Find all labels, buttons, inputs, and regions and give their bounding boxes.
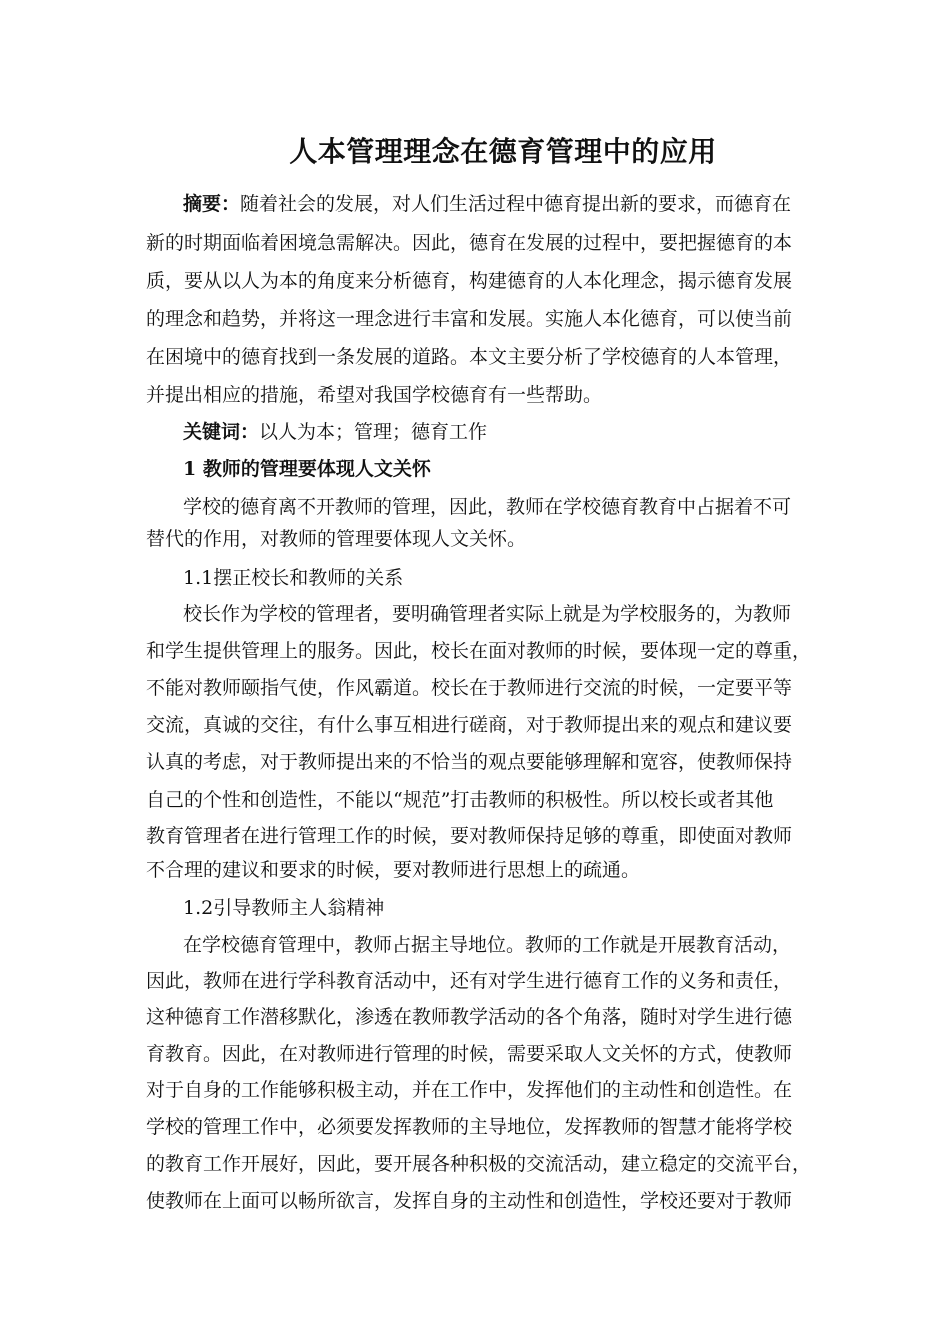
subsection-1-1-line-4: 交流，真诚的交往，有什么事互相进行磋商，对于教师提出来的观点和建议要: [146, 714, 793, 736]
page-title: 人本管理理念在德育管理中的应用: [289, 135, 717, 168]
subsection-1-1-line-1: 校长作为学校的管理者，要明确管理者实际上就是为学校服务的，为教师: [183, 603, 792, 625]
section-1-intro-line-2: 替代的作用，对教师的管理要体现人文关怀。: [146, 528, 527, 550]
subsection-1-1-line-3: 不能对教师颐指气使，作风霸道。校长在于教师进行交流的时候，一定要平等: [146, 677, 793, 699]
subsection-1-2-line-4: 育教育。因此，在对教师进行管理的时候，需要采取人文关怀的方式，使教师: [146, 1043, 793, 1065]
abstract-line-1: [183, 191, 791, 217]
abstract-line-6: 并提出相应的措施，希望对我国学校德育有一些帮助。: [146, 384, 603, 406]
abstract-line-4: 的理念和趋势，并将这一理念进行丰富和发展。实施人本化德育，可以使当前: [146, 308, 793, 330]
subsection-1-1-line-5: 认真的考虑，对于教师提出来的不恰当的观点要能够理解和宽容，使教师保持: [146, 751, 793, 773]
keywords-line: [183, 419, 487, 445]
keywords-text: 以人为本；管理；德育工作: [259, 421, 488, 443]
subsection-1-2-line-8: 使教师在上面可以畅所欲言，发挥自身的主动性和创造性，学校还要对于教师: [146, 1190, 793, 1212]
subsection-1-1-line-6: 自己的个性和创造性，不能以“规范”打击教师的积极性。所以校长或者其他: [146, 789, 774, 811]
abstract-text: 随着社会的发展，对人们生活过程中德育提出新的要求，而德育在: [240, 193, 792, 215]
subsection-1-1-line-2: 和学生提供管理上的服务。因此，校长在面对教师的时候，要体现一定的尊重，: [146, 640, 812, 662]
subsection-1-1-line-7: 教育管理者在进行管理工作的时候，要对教师保持足够的尊重，即使面对教师: [146, 825, 793, 847]
subsection-1-2-line-6: 学校的管理工作中，必须要发挥教师的主导地位，发挥教师的智慧才能将学校: [146, 1116, 793, 1138]
subsection-1-2-line-2: 因此，教师在进行学科教育活动中，还有对学生进行德育工作的义务和责任，: [146, 970, 793, 992]
subsection-1-1-heading: 1.1摆正校长和教师的关系: [183, 567, 404, 589]
subsection-1-2-line-7: 的教育工作开展好，因此，要开展各种积极的交流活动，建立稳定的交流平台，: [146, 1153, 812, 1175]
section-1-intro-line-1: 学校的德育离不开教师的管理，因此，教师在学校德育教育中占据着不可: [183, 496, 792, 518]
section-1-heading: 1 教师的管理要体现人文关怀: [183, 458, 431, 480]
subsection-1-2-line-3: 这种德育工作潜移默化，渗透在教师教学活动的各个角落，随时对学生进行德: [146, 1006, 793, 1028]
abstract-line-2: 新的时期面临着困境急需解决。因此，德育在发展的过程中，要把握德育的本: [146, 232, 793, 254]
subsection-1-1-line-8: 不合理的建议和要求的时候，要对教师进行思想上的疏通。: [146, 859, 641, 881]
subsection-1-2-heading: 1.2引导教师主人翁精神: [183, 897, 385, 919]
subsection-1-2-line-1: 在学校德育管理中，教师占据主导地位。教师的工作就是开展教育活动，: [183, 934, 792, 956]
abstract-line-5: 在困境中的德育找到一条发展的道路。本文主要分析了学校德育的人本管理，: [146, 346, 793, 368]
keywords-label: 关键词：: [183, 421, 260, 443]
abstract-label: 摘要：: [183, 193, 241, 215]
abstract-line-3: 质，要从以人为本的角度来分析德育，构建德育的人本化理念，揭示德育发展: [146, 270, 793, 292]
subsection-1-2-line-5: 对于自身的工作能够积极主动，并在工作中，发挥他们的主动性和创造性。在: [146, 1079, 793, 1101]
